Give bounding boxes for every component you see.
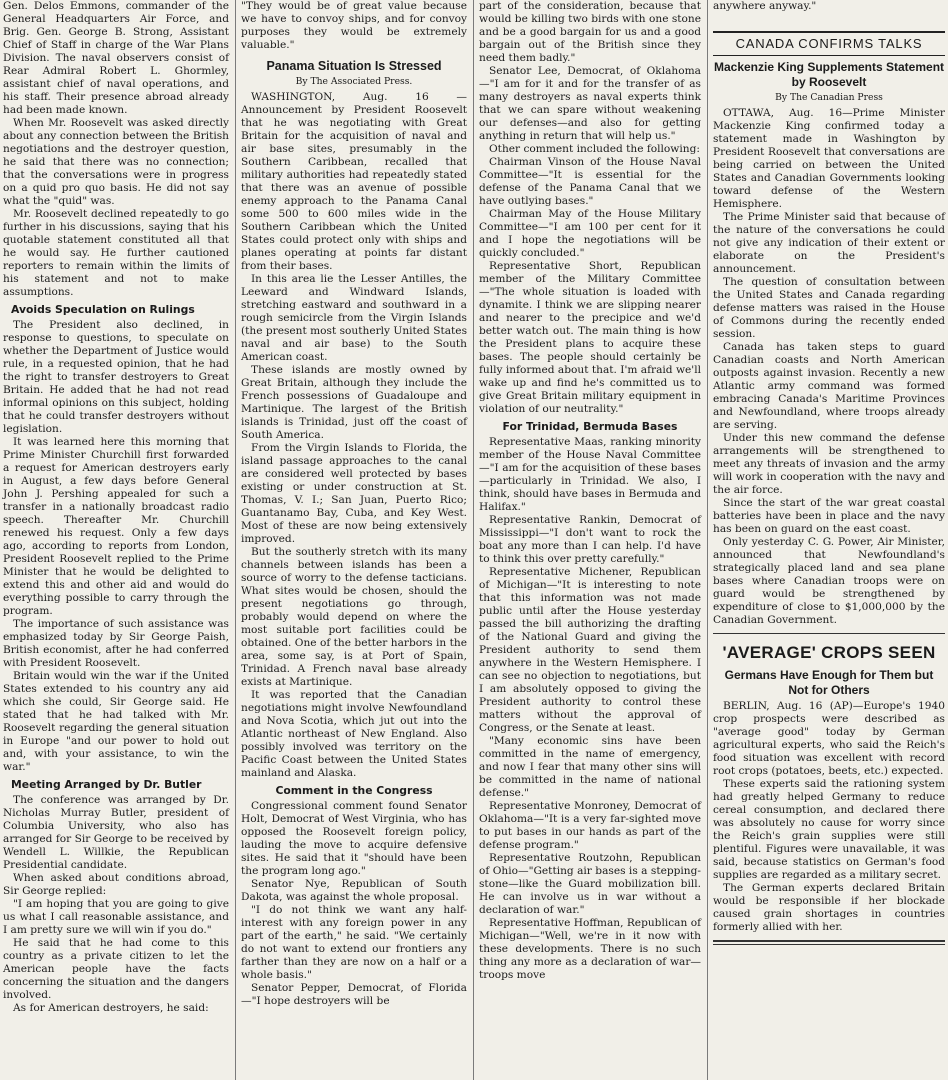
subheading: Comment in the Congress bbox=[275, 784, 433, 797]
paragraph: "They would be of great value because we have to convoy ships, and for convoy purposes they would be extremely valuable." bbox=[241, 0, 467, 51]
paragraph: Other comment included the following: bbox=[489, 143, 700, 155]
column-rule bbox=[707, 0, 708, 1080]
paragraph: The importance of such assistance was emphasized today by Sir George Paish, British economist, after he had conferred with President Roosevelt. bbox=[3, 618, 229, 669]
paragraph: From the Virgin Islands to Florida, the island passage approaches to the canal are considered well protected by bases existing or under construction at St. Thomas, V. I.; San Juan, Puerto Rico; Guantanamo Bay, Cuba, and Key West. Most of these are now being extensively improved. bbox=[241, 442, 467, 545]
column-3 bbox=[476, 0, 704, 1080]
subheading: Avoids Speculation on Rulings bbox=[11, 303, 195, 316]
paragraph: The question of consultation between the United States and Canada regarding defense matters was raised in the House of Commons during the recently ended session. bbox=[713, 276, 945, 340]
article-headline: Panama Situation Is Stressed bbox=[266, 59, 442, 73]
byline: By The Canadian Press bbox=[775, 92, 883, 103]
article-headline: 'AVERAGE' CROPS SEEN bbox=[722, 643, 936, 662]
column-1 bbox=[0, 0, 232, 1080]
paragraph: These islands are mostly owned by Great Britain, although they include the French possessions of Guadaloupe and Martinique. The largest of the British islands is Trinidad, just off the coast of South America. bbox=[241, 364, 467, 441]
paragraph: Since the start of the war great coastal batteries have been in place and the navy has been on guard on the east coast. bbox=[713, 497, 945, 535]
paragraph: The Prime Minister said that because of the nature of the conversations he could not give any indication of their extent or elaborate on the President's announcement. bbox=[713, 211, 945, 275]
paragraph: The President also declined, in response to questions, to speculate on whether the Department of Justice would rule, in a requested opinion, that he had the right to transfer destroyers to Great Britain. He added that he had not read informal opinions on this subject, holding that he could transfer destroyers without legislation. bbox=[3, 319, 229, 435]
paragraph: As for American destroyers, he said: bbox=[13, 1002, 209, 1014]
paragraph: The conference was arranged by Dr. Nicholas Murray Butler, president of Columbia University, who also has arranged for Sir George to be received by Wendell L. Willkie, the Republican Presidential candidate. bbox=[3, 794, 229, 871]
paragraph: It was learned here this morning that Prime Minister Churchill first forwarded a request for American destroyers early in August, a few days before General John J. Pershing appealed for such a transfer in a nationally broadcast radio speech. Thereafter Mr. Churchill renewed his request. Only a few days ago, according to reports from London, President Roosevelt replied to the Prime Minister that he would be delighted to extend this and other aid and would do everything possible to carry through the program. bbox=[3, 436, 229, 617]
paragraph: OTTAWA, Aug. 16—Prime Minister Mackenzie King confirmed today a statement made in Washington by President Roosevelt that conversations are being carried on between the United States and Canadian Governments looking toward defense of the Western Hemisphere. bbox=[713, 107, 945, 210]
paragraph: Chairman May of the House Military Committee—"I am 100 per cent for it and I hope the negotiations will be quickly concluded." bbox=[479, 208, 701, 259]
subheading: Meeting Arranged by Dr. Butler bbox=[11, 778, 202, 791]
paragraph: Gen. Delos Emmons, commander of the General Headquarters Air Force, and Brig. Gen. George B. Strong, Assistant Chief of Staff in charge of the War Plans Division. The naval observers consist of Rear Admiral Robert L. Ghormley, assistant chief of naval operations, and his staff. Their presence abroad already had been made known. bbox=[3, 0, 229, 116]
byline: By The Associated Press. bbox=[295, 76, 413, 87]
column-rule bbox=[235, 0, 236, 1080]
paragraph: These experts said the rationing system had greatly helped Germany to reduce cereal consumption, and declared there was absolutely no cause for worry since the Reich's grain supplies were still plentiful. Figures were unavailable, it was said, because statistics on German's food supplies are regarded as a military secret. bbox=[713, 778, 945, 881]
column-4 bbox=[710, 0, 948, 1080]
paragraph: Only yesterday C. G. Power, Air Minister, announced that Newfoundland's strategically placed land and sea plane bases where Canadian troops were on guard would be strengthened by expenditure of close to $1,000,000 by the Canadian Government. bbox=[713, 536, 945, 626]
paragraph: Chairman Vinson of the House Naval Committee—"It is essential for the defense of the Panama Canal that we have outlying bases." bbox=[479, 156, 701, 207]
paragraph: Congressional comment found Senator Holt, Democrat of West Virginia, who has opposed the Roosevelt foreign policy, lauding the move to acquire defensive sites. He said that it "should have been the program long ago." bbox=[241, 800, 467, 877]
paragraph: "Many economic sins have been committed in the name of emergency, and now I fear that many other sins will be committed in the name of national defense." bbox=[479, 735, 701, 799]
divider bbox=[713, 633, 945, 634]
paragraph: In this area lie the Lesser Antilles, the Leeward and Windward Islands, stretching eastward and southward in a rough semicircle from the Virgin Islands (the present most southerly United States naval and air base) to the South American coast. bbox=[241, 273, 468, 363]
article-deck: Germans Have Enough for Them but Not for Others bbox=[724, 668, 934, 697]
column-rule bbox=[473, 0, 474, 1080]
paragraph: Representative Michener, Republican of Michigan—"It is interesting to note that this information was not made public until after the House yesterday passed the bill authorizing the drafting of the National Guard and giving the President authority to send them anywhere in the Western Hemisphere. I can see no objection to negotiations, but I am absolutely opposed to giving the President authority to control these matters without the approval of Congress, or the Senate at least. bbox=[479, 566, 701, 734]
paragraph: It was reported that the Canadian negotiations might involve Newfoundland and Nova Scotia, which jut out into the Atlantic northeast of New England. Also possibly involved was territory on the Pacific Coast between the United States mainland and Alaska. bbox=[241, 689, 467, 779]
paragraph: WASHINGTON, Aug. 16 — Announcement by President Roosevelt that he was negotiating with Great Britain for the acquisition of naval and air base sites, presumably in the Southern Caribbean, recalled that military authorities had repeatedly stated that there was an avenue of possible enemy approach to the Panama Canal some 500 to 600 miles wide in the Southern Caribbean which the United States could protect only with ships and planes operating at points far distant from their bases. bbox=[241, 91, 467, 272]
paragraph: BERLIN, Aug. 16 (AP)—Europe's 1940 crop prospects were described as "average good" today by German agricultural experts, who said the Reich's food situation was excellent with record root crops (potatoes, beets, etc.) expected. bbox=[713, 700, 945, 777]
article-deck: Mackenzie King Supplements Statement by Roosevelt bbox=[713, 60, 945, 89]
paragraph: When asked about conditions abroad, Sir George replied: bbox=[3, 872, 229, 897]
divider bbox=[713, 940, 945, 945]
paragraph: anywhere anyway." bbox=[713, 0, 817, 12]
paragraph: Representative Hoffman, Republican of Michigan—"Well, we're in it now with these developments. There is no such thing any more as a declaration of war—troops move bbox=[479, 917, 701, 981]
paragraph: "I do not think we want any half-interest with any foreign power in any part of the earth," he said. "We certainly do not want to extend our frontiers any farther than they are now on a half or a whole basis." bbox=[241, 904, 467, 981]
paragraph: Senator Lee, Democrat, of Oklahoma—"I am for it and for the transfer of as many destroyers as naval experts think that we can spare without weakening our defenses—and also for getting anything in return that will help us." bbox=[479, 65, 701, 142]
paragraph: He said that he had come to this country as a private citizen to let the American people have the facts concerning the situation and the dangers involved. bbox=[3, 937, 229, 1001]
paragraph: The German experts declared Britain would be responsible if her blockade caused grain shortages in countries formerly allied with her. bbox=[713, 882, 945, 933]
column-2 bbox=[238, 0, 470, 1080]
paragraph: Britain would win the war if the United States extended to his country any aid which she could, Sir George said. He stated that he had talked with Mr. Roosevelt regarding the general situation in Europe "and our power to hold out and, with your assistance, to win the war." bbox=[3, 670, 229, 773]
subheading: For Trinidad, Bermuda Bases bbox=[502, 420, 678, 433]
paragraph: Under this new command the defense arrangements will be strengthened to meet any threats of invasion and the army will work in cooperation with the navy and the air force. bbox=[713, 432, 945, 496]
section-headline: CANADA CONFIRMS TALKS bbox=[713, 31, 945, 56]
paragraph: But the southerly stretch with its many channels between islands has been a source of worry to the defense tacticians. What sites would be chosen, should the present negotiations go through, probably would depend on where the most suitable port facilities could be obtained. One of the better harbors in the area, some say, is at Port of Spain, Trinidad. A French naval base already exists at Martinique. bbox=[241, 546, 467, 688]
paragraph: Mr. Roosevelt declined repeatedly to go further in his discussions, saying that his quotable statement constituted all that he would say. He further cautioned reporters to remain within the limits of his statement and not to make assumptions. bbox=[3, 208, 229, 298]
paragraph: Representative Rankin, Democrat of Mississippi—"I don't want to rock the boat any more than I can help. I'd have to think this over pretty carefully." bbox=[479, 514, 701, 565]
paragraph: Representative Short, Republican member of the Military Committee—"The whole situation is loaded with dynamite. I think we are slipping nearer and nearer to the precipice and we'd better watch out. The main thing is how the President plans to acquire these bases. The people should certainly be fully informed about that. I'm afraid we'll wake up and find he's committed us to give Great Britain military equipment in violation of our neutrality." bbox=[479, 260, 701, 415]
paragraph: Representative Maas, ranking minority member of the House Naval Committee—"I am for the acquisition of these bases—particularly in Trinidad. We also, I think, should have bases in Bermuda and Halifax." bbox=[479, 436, 701, 513]
paragraph: Representative Routzohn, Republican of Ohio—"Getting air bases is a stepping-stone—like the Guard mobilization bill. He can involve us in war without a declaration of war." bbox=[479, 852, 701, 916]
paragraph: part of the consideration, because that would be killing two birds with one stone and be a good bargain for us and a good bargain out of the British since they need them badly." bbox=[479, 0, 701, 64]
paragraph: Senator Pepper, Democrat, of Florida—"I hope destroyers will be bbox=[241, 982, 467, 1007]
paragraph: Canada has taken steps to guard Canadian coasts and North American outposts against invasion. Recently a new Atlantic army command was formed embracing Canada's Maritime Provinces and Newfoundland, where troops already are serving. bbox=[713, 341, 945, 431]
paragraph: When Mr. Roosevelt was asked directly about any connection between the British negotiations and the destroyer question, he said that there was no connection; that the conversations were in progress on a quid pro quo basis. He did not say what the "quid" was. bbox=[3, 117, 229, 207]
paragraph: Senator Nye, Republican of South Dakota, was against the whole proposal. bbox=[241, 878, 467, 903]
paragraph: "I am hoping that you are going to give us what I call reasonable assistance, and I am pretty sure we will win if you do." bbox=[3, 898, 229, 936]
paragraph: Representative Monroney, Democrat of Oklahoma—"It is a very far-sighted move to put bases in our hands as part of the defense program." bbox=[479, 800, 701, 851]
